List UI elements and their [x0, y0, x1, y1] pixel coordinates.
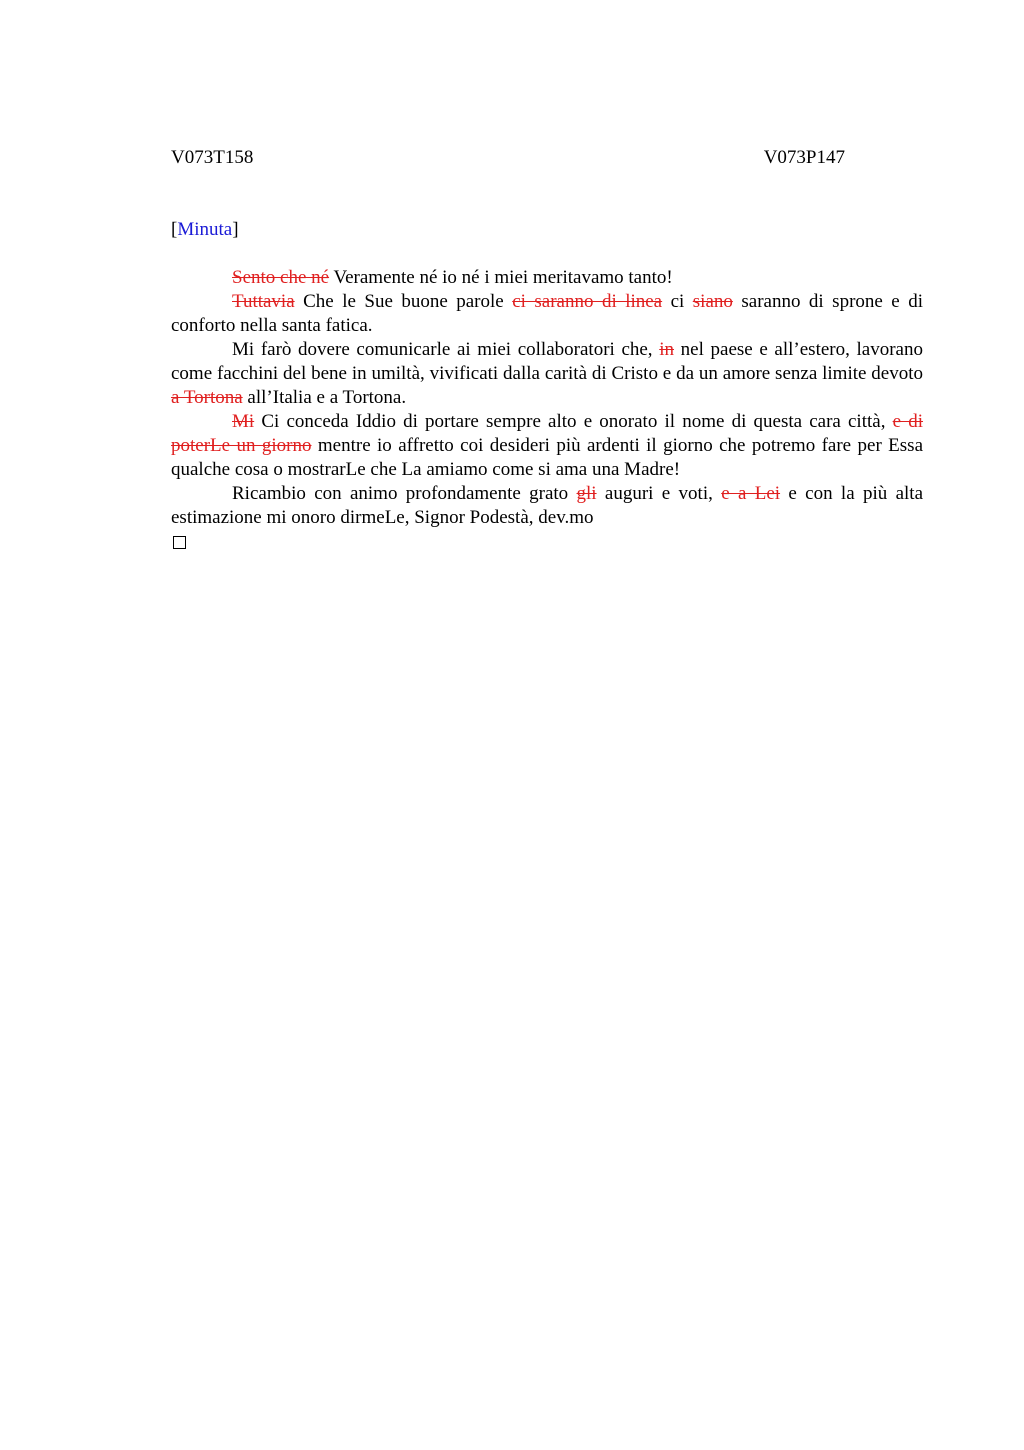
letter-body [171, 266, 923, 549]
close-bracket: ] [232, 219, 239, 240]
text-segment: Veramente né io né i miei meritavamo tanto! [329, 267, 673, 288]
text-segment: Che le Sue buone parole [294, 291, 513, 312]
text-segment: Ci conceda Iddio di portare sempre alto e onorato il nome di questa cara città, [254, 411, 893, 432]
text-segment: saranno di sprone e di conforto nella santa fatica. [171, 291, 923, 336]
paragraph [171, 290, 923, 338]
document-type-keyword: Minuta [177, 219, 233, 240]
page-code: V073P147 [763, 147, 845, 168]
text-segment: Ricambio con animo profondamente grato [232, 483, 577, 504]
deleted-text: in [659, 339, 674, 360]
document-code: V073T158 [171, 147, 254, 168]
text-segment: nel paese e all’estero, lavorano come facchini del bene in umiltà, vivificati dalla carità di Cristo e da un amore senza limite devoto [171, 339, 923, 384]
document-type-label [171, 218, 239, 242]
page-header [171, 146, 845, 170]
paragraph [171, 266, 923, 290]
deleted-text: Tuttavia [232, 291, 295, 312]
deleted-text: a Tortona [171, 387, 243, 408]
deleted-text: e a Lei [721, 483, 781, 504]
deleted-text: ci saranno di linea [512, 291, 663, 312]
paragraph [171, 338, 923, 410]
text-segment: mentre io affretto coi desideri più ardenti il giorno che potremo fare per Essa qualche cosa o mostrarLe che La amiamo come si ama una Madre! [171, 435, 923, 480]
text-segment: auguri e voti, [596, 483, 722, 504]
text-segment: all’Italia e a Tortona. [242, 387, 407, 408]
deleted-text: siano [692, 291, 733, 312]
open-bracket: [ [171, 219, 178, 240]
deleted-text: Mi [232, 411, 255, 432]
text-segment: Mi farò dovere comunicarle ai miei collaboratori che, [232, 339, 660, 360]
paragraph [171, 410, 923, 482]
text-segment: e con la più alta estimazione mi onoro dirmeLe, Signor Podestà, dev.mo [171, 483, 924, 528]
text-segment: ci [662, 291, 693, 312]
empty-square-icon [173, 536, 186, 549]
deleted-text: gli [576, 483, 597, 504]
deleted-text: Sento che né [232, 267, 330, 288]
paragraph [171, 482, 923, 530]
paragraph-list [171, 266, 923, 530]
deleted-text: e di poterLe un giorno [171, 411, 923, 456]
